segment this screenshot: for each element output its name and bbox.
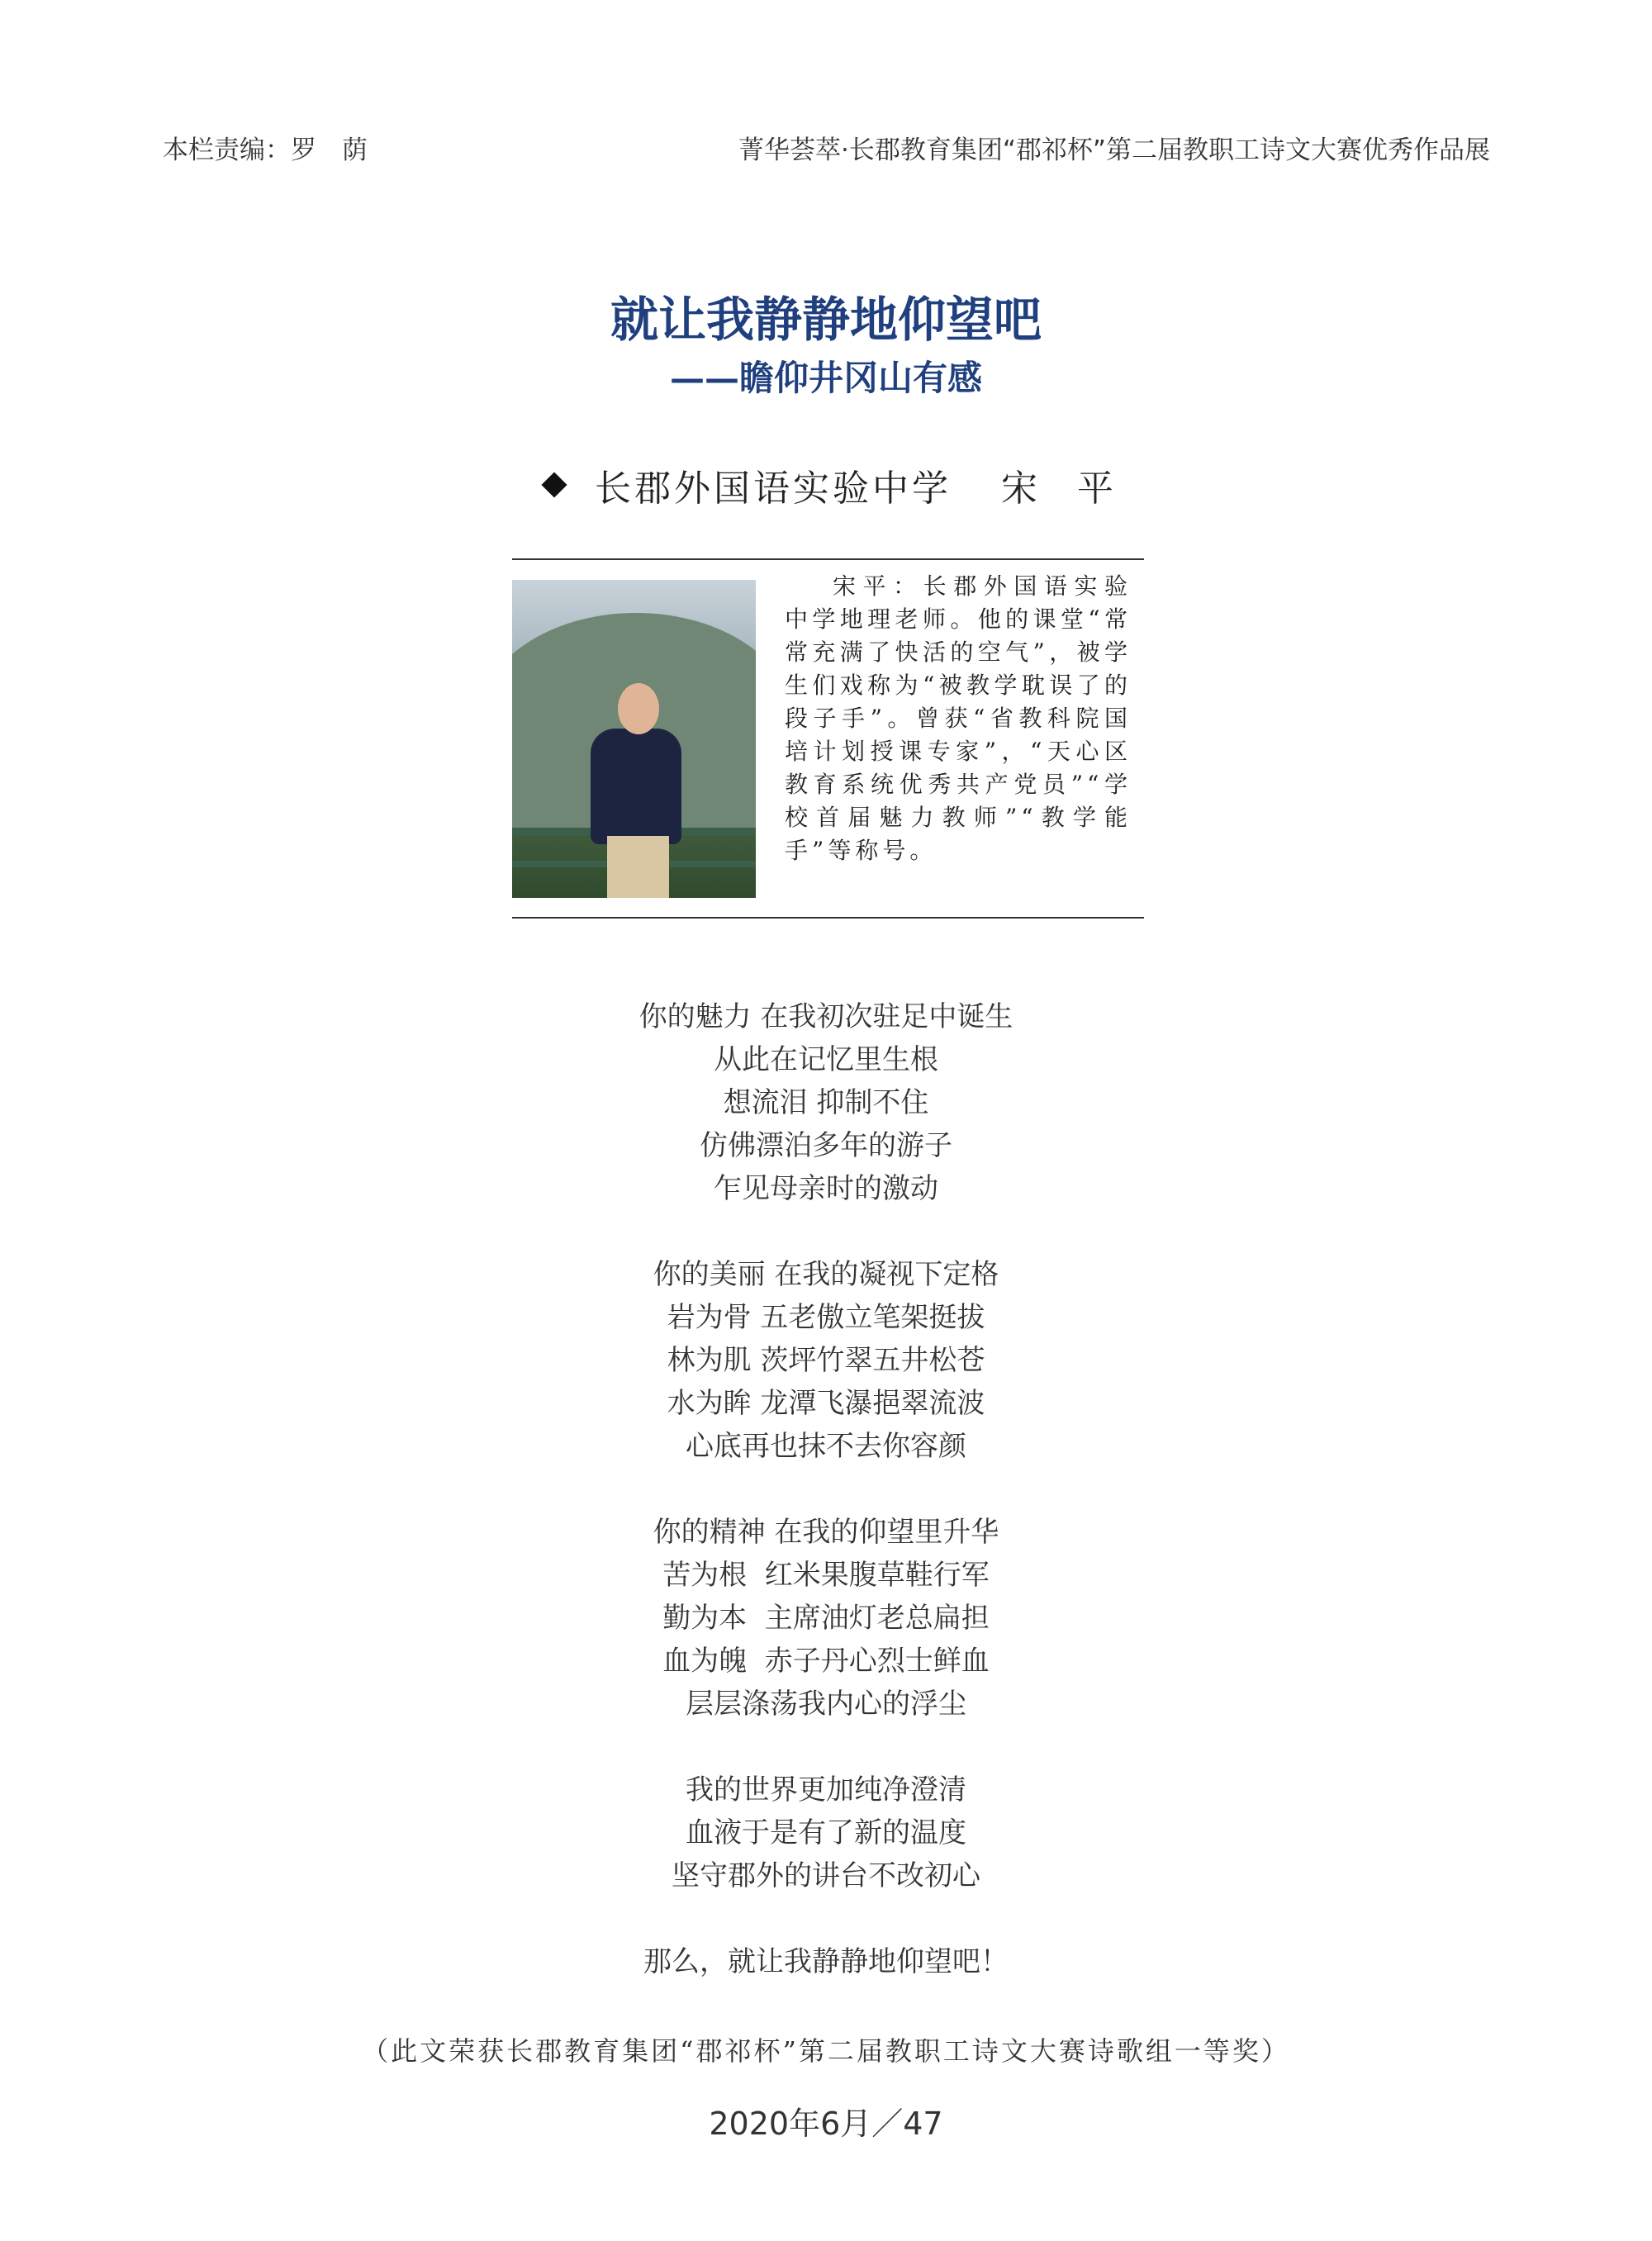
poem-line: 层层涤荡我内心的浮尘 xyxy=(686,1688,966,1721)
poem-line: 坚守郡外的讲台不改初心 xyxy=(672,1859,980,1892)
poem-body xyxy=(0,995,1652,2026)
author-photo xyxy=(512,580,756,898)
poem-line: 那么，就让我静静地仰望吧！ xyxy=(643,1945,1009,1978)
poem-line: 血液于是有了新的温度 xyxy=(686,1816,966,1849)
poem-line: 从此在记忆里生根 xyxy=(714,1043,938,1076)
bio-text: 长郡外国语实验中学地理老师。他的课堂“常常充满了快活的空气”，被学生们戏称为“被教学耽误了的段子手”。曾获“省教科院国培计划授课专家”，“天心区教育系统优秀共产党员”“学校首届魅力教师”“教学能手”等称号。 xyxy=(785,572,1132,864)
poem-line: 想流泪 抑制不住 xyxy=(723,1086,929,1119)
poem-line: 水为眸 龙潭飞瀑挹翠流波 xyxy=(667,1387,985,1420)
author-school: 长郡外国语实验中学 xyxy=(595,468,952,510)
diamond-bullet-icon xyxy=(541,472,567,497)
author-name: 宋平 xyxy=(1001,468,1153,510)
poem-stanza xyxy=(0,1769,1652,1897)
article-subtitle: ——瞻仰井冈山有感 xyxy=(669,358,982,398)
poem-line: 你的魅力 在我初次驻足中诞生 xyxy=(638,1000,1014,1033)
poem-stanza xyxy=(0,1253,1652,1468)
column-editor: 本栏责编：罗 荫 xyxy=(163,135,368,165)
author-bio-box xyxy=(512,558,1144,919)
poem-stanza xyxy=(0,1940,1652,1983)
poem-stanza xyxy=(0,1511,1652,1726)
author-bio xyxy=(785,570,1132,867)
poem-line: 我的世界更加纯净澄清 xyxy=(686,1773,966,1807)
award-note: （此文荣获长郡教育集团“郡祁杯”第二届教职工诗文大赛诗歌组一等奖） xyxy=(362,2035,1290,2067)
poem-line: 你的精神 在我的仰望里升华 xyxy=(653,1516,999,1549)
author-line xyxy=(545,458,1153,511)
poem-line: 岩为骨 五老傲立笔架挺拔 xyxy=(667,1301,985,1334)
poem-line: 林为肌 茨坪竹翠五井松苍 xyxy=(667,1344,985,1377)
poem-line: 苦为根 红米果腹草鞋行军 xyxy=(662,1559,990,1592)
poem-line: 心底再也抹不去你容颜 xyxy=(686,1430,966,1463)
article-title: 就让我静静地仰望吧 xyxy=(610,292,1042,348)
poem-line: 乍见母亲时的激动 xyxy=(714,1172,938,1205)
column-title: 菁华荟萃·长郡教育集团“郡祁杯”第二届教职工诗文大赛优秀作品展 xyxy=(738,135,1490,165)
poem-line: 你的美丽 在我的凝视下定格 xyxy=(653,1258,999,1291)
poem-stanza xyxy=(0,995,1652,1210)
bio-name: 宋平： xyxy=(833,572,923,600)
poem-line: 血为魄 赤子丹心烈士鲜血 xyxy=(662,1645,990,1678)
page-footer: 2020年6月／47 xyxy=(709,2106,943,2142)
poem-line: 勤为本 主席油灯老总扁担 xyxy=(662,1602,990,1635)
poem-line: 仿佛漂泊多年的游子 xyxy=(700,1129,952,1162)
